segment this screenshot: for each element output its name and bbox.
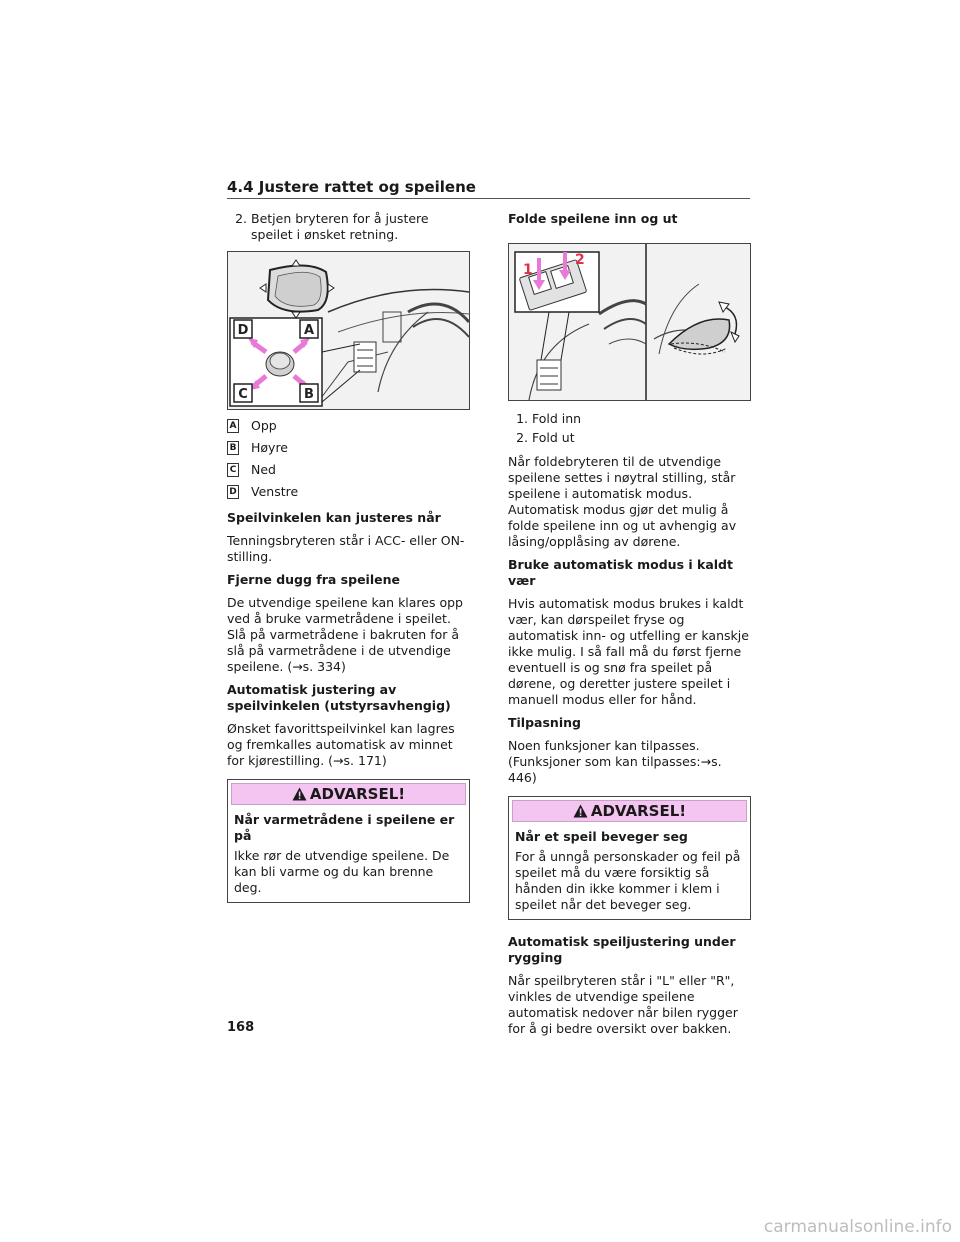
legend-item — [227, 462, 470, 478]
warning-box — [508, 796, 751, 920]
paragraph: Hvis automatisk modus brukes i kaldt vær, kan dørspeilet fryse og automatisk inn- og utfelling er kanskje ikke mulig. I så fall må du først fjerne eventuell is og snø fra speilet på dørene, og deretter justere speilet i manuell modus eller for hånd. — [508, 596, 749, 707]
legend-item — [227, 484, 470, 500]
legend-key: C — [227, 463, 239, 477]
step-list — [227, 211, 470, 243]
step-text: Betjen bryteren for å justere speilet i ønsket retning. — [251, 211, 429, 242]
figure-label-b: B — [304, 387, 314, 402]
list-item — [508, 411, 751, 427]
figure-label-2: 2 — [575, 252, 585, 268]
legend-text: Venstre — [251, 484, 299, 499]
mirror-fold-illustration — [509, 244, 750, 400]
list-number: 2. — [516, 430, 528, 445]
subheading: Automatisk speiljustering under rygging — [508, 934, 736, 965]
left-column — [227, 211, 470, 903]
subheading: Bruke automatisk modus i kaldt vær — [508, 557, 733, 588]
warning-box — [227, 779, 470, 903]
mirror-fold-figure — [508, 243, 751, 401]
right-column — [508, 211, 751, 1044]
legend-key: D — [227, 485, 239, 499]
subheading: Tilpasning — [508, 715, 581, 730]
legend-key: A — [227, 419, 239, 433]
paragraph: Når speilbryteren står i "L" eller "R", vinkles de utvendige speilene automatisk nedover når bilen rygger for å gi bedre oversikt over bakken. — [508, 973, 738, 1036]
figure-label-c: C — [238, 387, 248, 402]
paragraph: Ønsket favorittspeilvinkel kan lagres og fremkalles automatisk av minnet for kjørestilling. (→s. 171) — [227, 721, 455, 768]
list-text: Fold inn — [532, 411, 582, 426]
legend-text: Høyre — [251, 440, 288, 455]
warning-heading: Når et speil beveger seg — [515, 829, 688, 844]
legend-text: Ned — [251, 462, 276, 477]
warning-text: Ikke rør de utvendige speilene. De kan bli varme og du kan brenne deg. — [234, 848, 450, 895]
list-item — [227, 211, 470, 243]
section-divider — [227, 198, 750, 199]
paragraph: De utvendige speilene kan klares opp ved å bruke varmetrådene i speilet. Slå på varmetrådene i bakruten for å slå på varmetrådene i de utvendige speilene. (→s. 334) — [227, 595, 463, 674]
list-item — [508, 430, 751, 446]
legend-item — [227, 440, 470, 456]
figure-label-a: A — [303, 323, 315, 338]
legend-item — [227, 418, 470, 434]
subheading: Speilvinkelen kan justeres når — [227, 510, 441, 525]
legend-key: B — [227, 441, 239, 455]
mirror-adjust-figure — [227, 251, 470, 410]
step-number: 2. — [235, 211, 247, 226]
warning-text: For å unngå personskader og feil på speilet må du være forsiktig så hånden din ikke kommer i klem i speilet når det beveger seg. — [515, 849, 741, 912]
subheading: Fjerne dugg fra speilene — [227, 572, 400, 587]
section-title: 4.4 Justere rattet og speilene — [227, 178, 476, 196]
figure-label-1: 1 — [523, 262, 533, 278]
fold-list — [508, 411, 751, 446]
subheading: Automatisk justering av speilvinkelen (utstyrsavhengig) — [227, 682, 451, 713]
warning-title: ADVARSEL! — [590, 802, 687, 820]
warning-icon — [573, 804, 588, 818]
list-text: Fold ut — [532, 430, 575, 445]
paragraph: Noen funksjoner kan tilpasses. (Funksjoner som kan tilpasses:→s. 446) — [508, 738, 722, 785]
warning-title: ADVARSEL! — [309, 785, 406, 803]
warning-body — [228, 808, 469, 902]
list-number: 1. — [516, 411, 528, 426]
paragraph: Når foldebryteren til de utvendige speilene settes i nøytral stilling, står speilene i automatisk modus. Automatisk modus gjør det mulig å folde speilene inn og ut avhengig av låsing/opplåsing av dørene. — [508, 454, 737, 549]
warning-heading: Når varmetrådene i speilene er på — [234, 812, 455, 843]
warning-body — [509, 825, 750, 919]
mirror-adjust-illustration — [228, 252, 469, 409]
legend-text: Opp — [251, 418, 277, 433]
warning-icon — [292, 787, 307, 801]
direction-legend — [227, 418, 470, 500]
subheading: Folde speilene inn og ut — [508, 211, 678, 226]
page-number: 168 — [227, 1020, 255, 1035]
watermark-text: carmanualsonline.info — [763, 1217, 952, 1237]
warning-header — [512, 800, 747, 822]
warning-header — [231, 783, 466, 805]
figure-label-d: D — [237, 323, 249, 338]
paragraph: Tenningsbryteren står i ACC- eller ON-stilling. — [227, 533, 465, 564]
